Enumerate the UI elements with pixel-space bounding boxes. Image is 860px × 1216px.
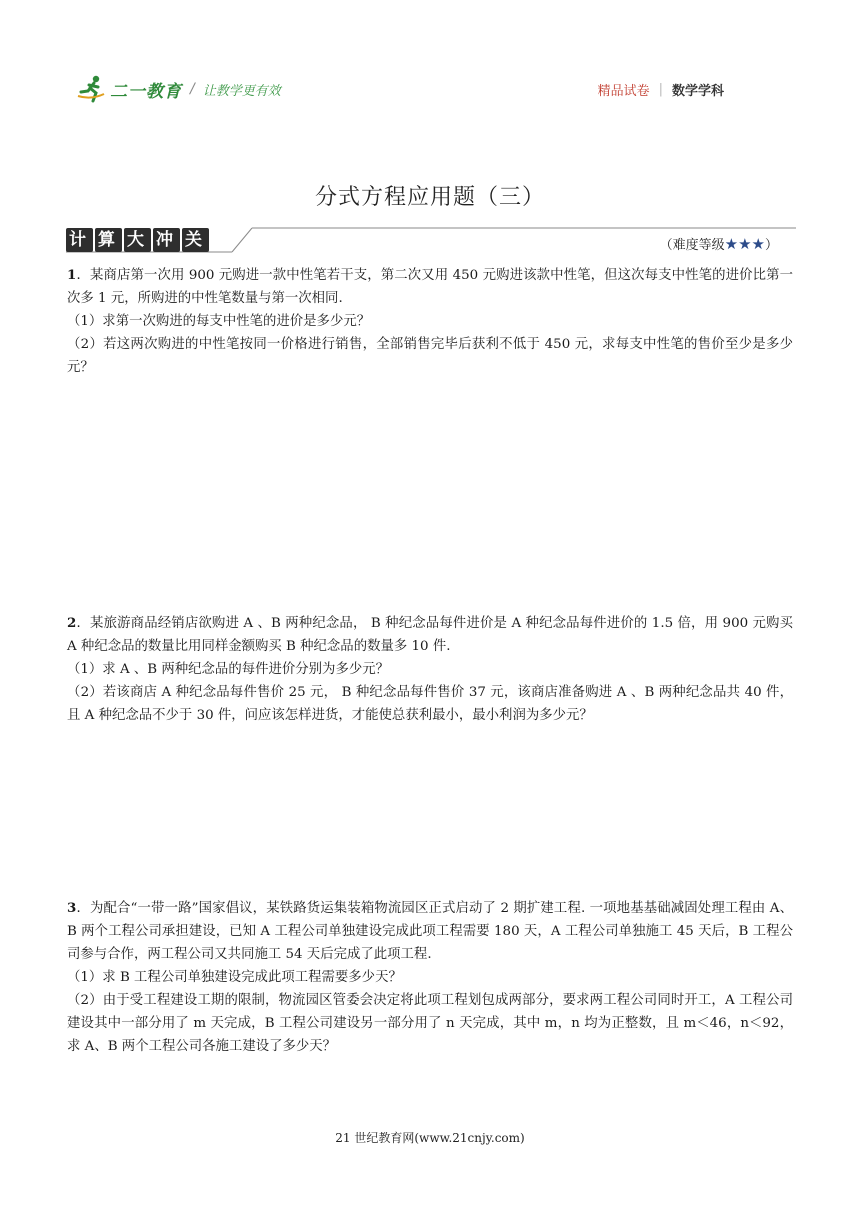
paper-brand (598, 80, 724, 99)
question-part: （1）求第一次购进的每支中性笔的进价是多少元？ (67, 314, 371, 329)
question-text: ．某旅游商品经销店欲购进 A 、B 两种纪念品， B 种纪念品每件进价是 A 种纪念品每件进价的 1.5 倍，用 900 元购买 A 种纪念品的数量比用同样金额购买 B 种纪念品的数量多 10 件. (67, 616, 793, 654)
page-footer: 21 世纪教育网(www.21cnjy.com) (335, 1131, 525, 1145)
section-label-char: 冲 (153, 228, 180, 252)
question-2 (67, 612, 793, 727)
question-stem (67, 897, 793, 966)
section-label (66, 228, 211, 252)
question-number: 2 (67, 615, 77, 631)
brand-separator: | (658, 82, 663, 97)
question-part: （2）若这两次购进的中性笔按同一价格进行销售，全部销售完毕后获利不低于 450 元，求每支中性笔的售价至少是多少元？ (67, 337, 793, 375)
section-label-char: 大 (124, 228, 151, 252)
logo-slash: / (190, 81, 195, 97)
subject-label: 数学学科 (671, 84, 724, 99)
section-label-char: 计 (66, 228, 93, 252)
question-number: 1 (67, 267, 77, 283)
difficulty-rating (660, 234, 778, 253)
logo-name: 二一教育 (110, 81, 182, 102)
question-stem (67, 264, 793, 310)
logo-slogan: 让教学更有效 (202, 83, 281, 99)
question-text: ．为配合“一带一路”国家倡议，某铁路货运集装箱物流园区正式启动了 2 期扩建工程. 一项地基基础减固处理工程由 A、B 两个工程公司承担建设，已知 A 工程公司单独建设完成此项工程需要 180 天，A 工程公司单独施工 45 天后，B 工程公司参与合作，两工程公司又共同施工 54 天后完成了此项工程. (67, 901, 793, 962)
paper-type: 精品试卷 (597, 84, 650, 99)
difficulty-label: （难度等级 (659, 238, 725, 253)
question-1 (67, 264, 793, 379)
page-title: 分式方程应用题（三） (314, 185, 545, 210)
question-part: （2）由于受工程建设工期的限制，物流园区管委会决定将此项工程划包成两部分，要求两工程公司同时开工，A 工程公司建设其中一部分用了 m 天完成，B 工程公司建设另一部分用了 n 天完成，其中 m，n 均为正整数，且 m＜46，n＜92，求 A、B 两个工程公司各施工建设了多少天？ (67, 993, 793, 1054)
section-label-char: 算 (95, 228, 122, 252)
question-part: （1）求 B 工程公司单独建设完成此项工程需要多少天？ (67, 970, 402, 985)
question-part: （1）求 A 、B 两种纪念品的每件进价分别为多少元？ (67, 662, 390, 677)
question-3 (67, 897, 793, 1058)
logo (76, 72, 281, 106)
section-bar (66, 226, 796, 254)
star-icon: ★★★ (724, 235, 765, 253)
difficulty-close: ） (764, 238, 778, 253)
question-text: ．某商店第一次用 900 元购进一款中性笔若干支，第二次又用 450 元购进该款中性笔，但这次每支中性笔的进价比第一次多 1 元，所购进的中性笔数量与第一次相同. (67, 268, 793, 306)
question-part: （2）若该商店 A 种纪念品每件售价 25 元， B 种纪念品每件售价 37 元，该商店准备购进 A 、B 两种纪念品共 40 件，且 A 种纪念品不少于 30 件，问应该怎样进货，才能使总获利最小，最小利润为多少元？ (67, 685, 793, 723)
page-header (0, 0, 860, 120)
section-label-char: 关 (182, 228, 209, 252)
question-stem (67, 612, 793, 658)
question-number: 3 (67, 900, 77, 916)
running-figure-icon (76, 74, 106, 104)
